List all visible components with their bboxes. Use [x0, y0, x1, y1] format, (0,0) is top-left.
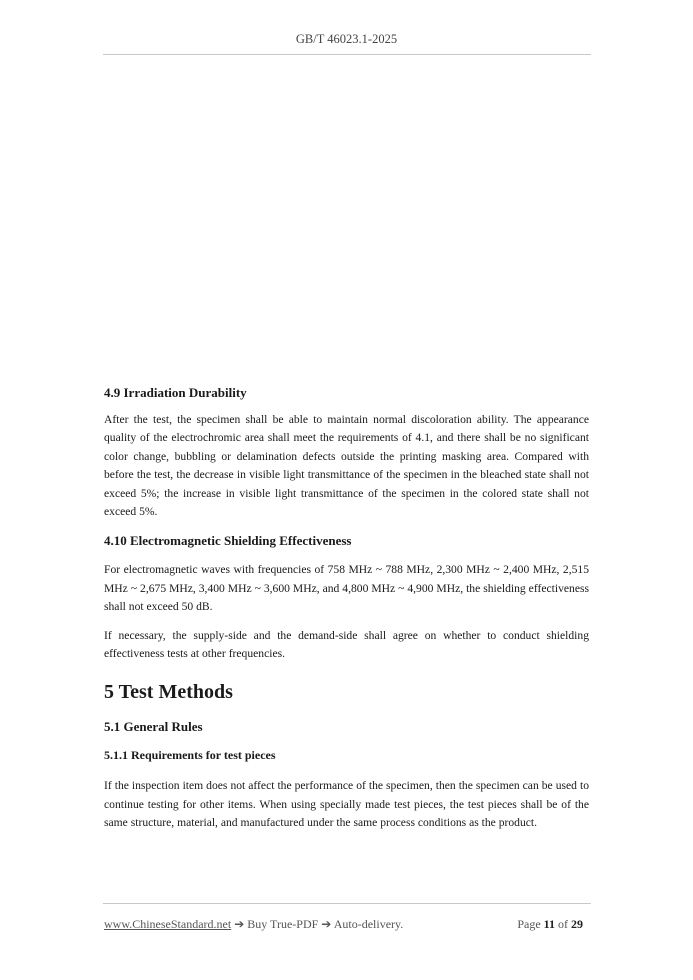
section-4-10-paragraph-1: For electromagnetic waves with frequencies of 758 MHz ~ 788 MHz, 2,300 MHz ~ 2,400 MHz, 2,515 MHz ~ 2,675 MHz, 3,400 MHz ~ 3,600 MHz, and 4,800 MHz ~ 4,900 MHz, the shielding effectiveness shall not exceed 50 dB. — [104, 563, 589, 614]
section-4-10-heading: 4.10 Electromagnetic Shielding Effectiveness — [104, 533, 352, 549]
page-indicator — [517, 917, 583, 932]
page-current: 11 — [543, 917, 555, 931]
auto-delivery-text: Auto-delivery. — [333, 917, 404, 931]
doc-number: GB/T 46023.1-2025 — [295, 32, 398, 46]
header-divider — [103, 54, 591, 55]
section-5-heading: 5 Test Methods — [104, 681, 233, 704]
section-4-10-paragraph-2: If necessary, the supply-side and the demand-side shall agree on whether to conduct shielding effectiveness tests at other frequencies. — [104, 628, 589, 661]
section-4-9-paragraph: After the test, the specimen shall be able to maintain normal discoloration ability. The appearance quality of the electrochromic area shall meet the requirements of 4.1, and there shall be no significant color change, bubbling or delamination defects outside the printing masking area. Compared with before the test, the decrease in visible light transmittance of the specimen in the bleached state shall not exceed 5%; the increase in visible light transmittance of the specimen in the colored state shall not exceed 5%. — [104, 413, 589, 519]
page-footer — [104, 917, 589, 932]
section-5-1-1-paragraph: If the inspection item does not affect the performance of the specimen, then the specimen can be used to continue testing for other items. When using specially made test pieces, the test pieces shall be of the same structure, material, and manufactured under the same process conditions as the product. — [104, 779, 589, 830]
page-total: 29 — [571, 917, 583, 931]
arrow-right-icon: ➔ — [321, 917, 332, 931]
buy-true-pdf-text: Buy True-PDF — [247, 917, 319, 931]
site-link[interactable]: www.ChineseStandard.net — [104, 917, 232, 931]
section-5-1-1-heading: 5.1.1 Requirements for test pieces — [104, 748, 276, 763]
page-of-label: of — [558, 917, 568, 931]
arrow-right-icon: ➔ — [234, 917, 245, 931]
page-content — [104, 384, 589, 833]
section-4-9-heading: 4.9 Irradiation Durability — [104, 385, 247, 400]
footer-divider — [103, 903, 591, 904]
section-5-1-heading: 5.1 General Rules — [104, 719, 203, 735]
page-label: Page — [517, 917, 541, 931]
document-header — [0, 32, 693, 47]
